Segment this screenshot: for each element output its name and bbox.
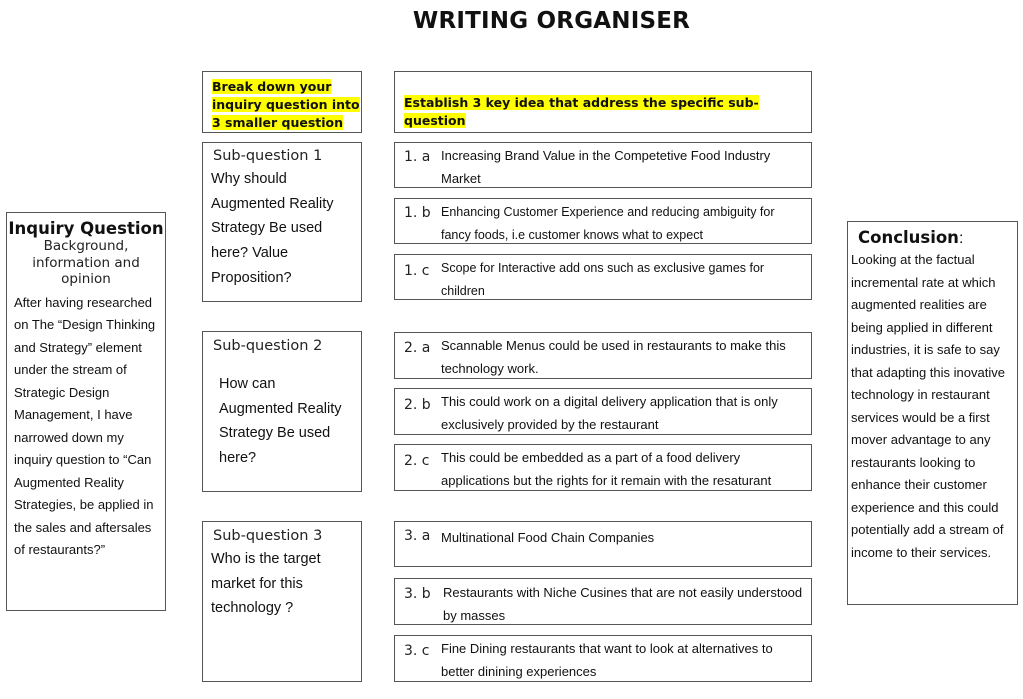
idea-2c-box [394,444,812,491]
conclusion-heading-row [858,228,1015,248]
idea-3a-box [394,521,812,567]
idea-2a-box [394,332,812,379]
sub-question-3-text: Who is the target market for this technology ? [211,551,321,617]
idea-1c-text: Scope for Interactive add ons such as exclusive games for children [441,261,765,298]
idea-2b-label: 2. b [404,397,431,413]
idea-1a-box [394,142,812,188]
idea-1c-box [394,254,812,300]
idea-2c-text: This could be embedded as a part of a food delivery applications but the rights for it remain with the resaturant [441,450,772,488]
sub-question-3-box [202,521,362,682]
inquiry-heading: Inquiry Question [8,219,164,238]
idea-3b-box [394,578,812,625]
conclusion-heading: Conclusion [858,228,959,247]
idea-3a-text: Multinational Food Chain Companies [441,530,655,545]
sub-question-2-label: Sub-question 2 [213,338,323,354]
idea-2a-text: Scannable Menus could be used in restaurants to make this technology work. [441,338,786,376]
breakdown-header-box [202,71,362,133]
key-ideas-header-box [394,71,812,133]
sub-question-2-text: How can Augmented Reality Strategy Be used here? [219,376,342,467]
idea-2b-box [394,388,812,435]
idea-3b-label: 3. b [404,586,431,602]
inquiry-subheading: Background, information and opinion [32,238,140,287]
idea-1a-label: 1. a [404,149,431,165]
sub-question-1-box [202,142,362,302]
conclusion-colon: : [958,230,964,247]
idea-1c-label: 1. c [404,263,430,279]
breakdown-header-text: Break down your inquiry question into 3 smaller question [212,79,360,130]
idea-2a-label: 2. a [404,340,431,356]
sub-question-2-box [202,331,362,492]
idea-2c-label: 2. c [404,453,430,469]
idea-3a-label: 3. a [404,528,431,544]
key-ideas-header-text: Establish 3 key idea that address the specific sub-question [404,95,759,128]
page-title: WRITING ORGANISER [412,8,691,34]
conclusion-box [847,221,1018,605]
sub-question-1-label: Sub-question 1 [213,148,323,164]
sub-question-3-label: Sub-question 3 [213,528,323,544]
idea-3c-label: 3. c [404,643,430,659]
inquiry-body: After having researched on The “Design Thinking and Strategy” element under the stream of Strategic Design Management, I have narrowed down my inquiry question to “Can Augmented Reality Strategies, be applied in the sales and aftersales of restaurants?” [14,294,156,557]
idea-3c-box [394,635,812,682]
idea-3c-text: Fine Dining restaurants that want to look at alternatives to better dinining experiences [441,641,773,679]
idea-1b-box [394,198,812,244]
idea-2b-text: This could work on a digital delivery application that is only exclusively provided by the restaurant [441,394,778,432]
inquiry-question-box [6,212,166,611]
idea-3b-text: Restaurants with Niche Cusines that are not easily understood by masses [443,585,803,623]
idea-1b-label: 1. b [404,205,431,221]
idea-1a-text: Increasing Brand Value in the Competetive Food Industry Market [441,148,771,186]
sub-question-1-text: Why should Augmented Reality Strategy Be used here? Value Proposition? [211,171,334,286]
conclusion-body: Looking at the factual incremental rate at which augmented realities are being applied in different industries, it is safe to say that adapting this inovative technology in restaurant services would be a first mover advantage to any restaurants looking to enhance their customer experience and this could potentially add a stream of income to their services. [851,252,1005,560]
idea-1b-text: Enhancing Customer Experience and reducing ambiguity for fancy foods, i.e customer knows what to expect [441,205,775,242]
